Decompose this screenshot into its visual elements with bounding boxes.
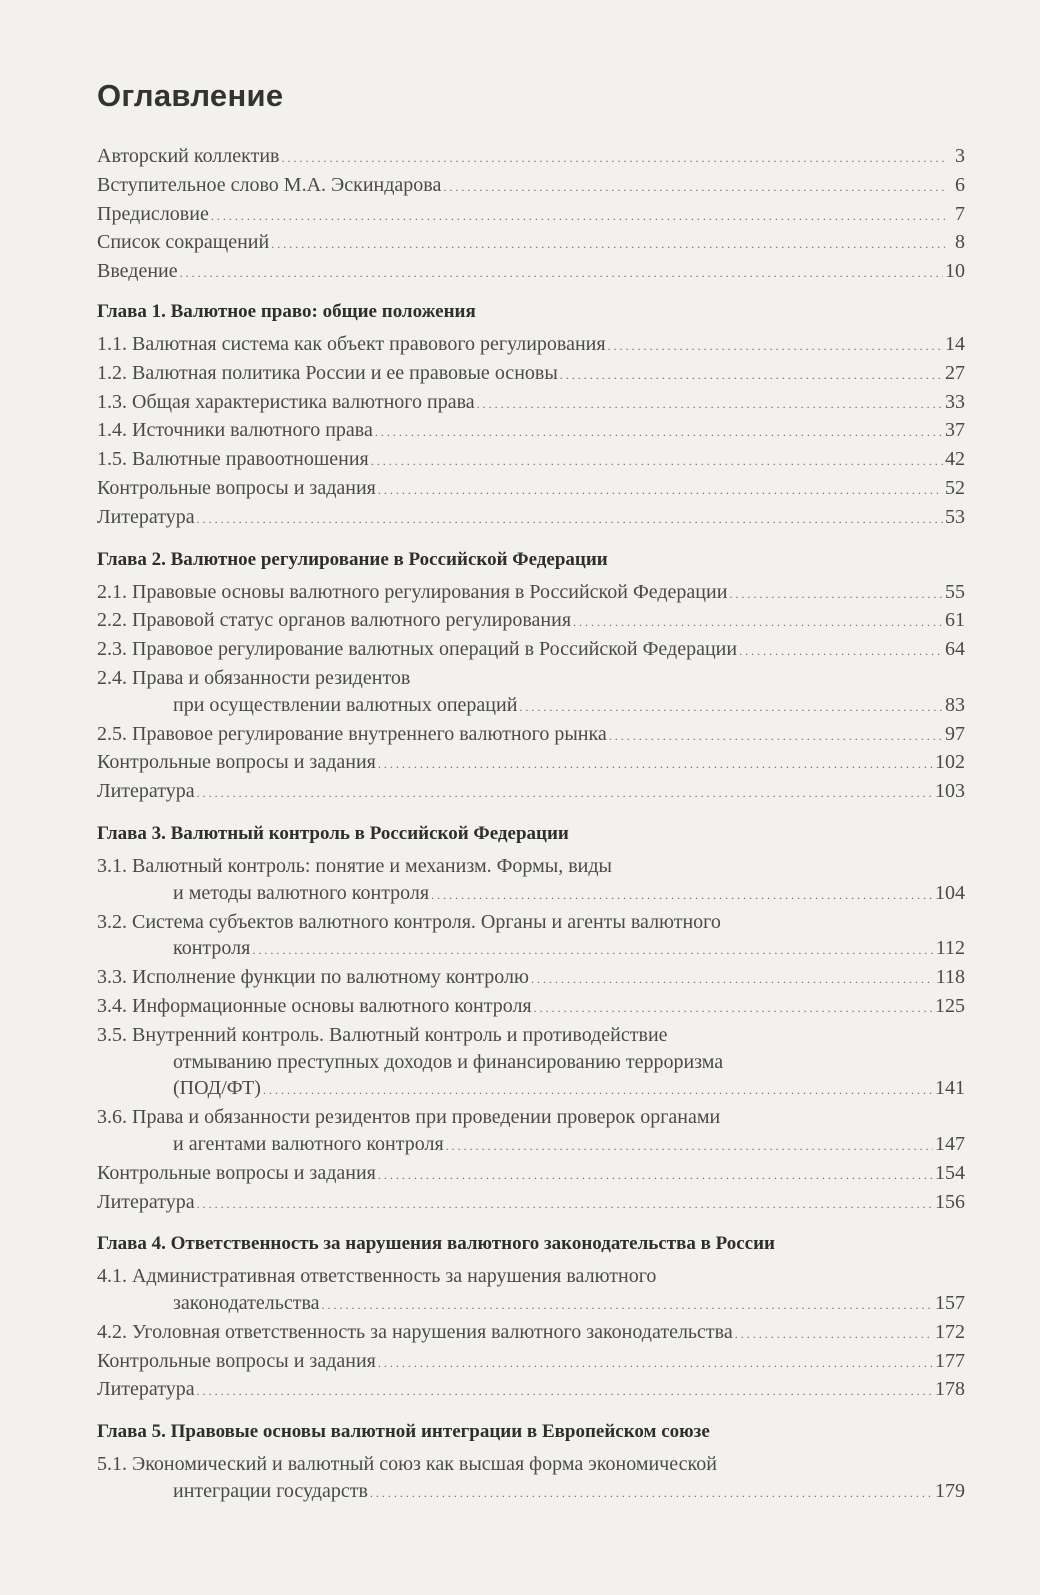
toc-page-number: 37 xyxy=(945,419,965,442)
toc-entry xyxy=(97,389,965,418)
chapter-heading: Глава 2. Валютное регулирование в Российской Федерации xyxy=(97,548,608,570)
toc-entry xyxy=(97,1348,965,1377)
toc-page-number: 42 xyxy=(945,448,965,471)
dot-leader xyxy=(608,331,943,360)
toc-entry-label: при осуществлении валютных операций xyxy=(173,693,518,716)
toc-page-number: 53 xyxy=(945,505,965,528)
toc-entry-line: 2.4. Права и обязанности резидентов xyxy=(97,666,411,689)
toc-entry xyxy=(97,1160,965,1189)
dot-leader xyxy=(573,607,943,636)
chapter-heading: Глава 3. Валютный контроль в Российской Федерации xyxy=(97,822,569,844)
toc-entry-label: Литература xyxy=(97,1378,195,1401)
toc-entry xyxy=(97,446,965,475)
toc-page-number: 55 xyxy=(945,580,965,603)
dot-leader xyxy=(431,880,933,909)
dot-leader xyxy=(375,417,943,446)
toc-entry-label: и методы валютного контроля xyxy=(173,881,430,904)
toc-entry xyxy=(97,692,965,721)
toc-entry-label: Контрольные вопросы и задания xyxy=(97,476,376,499)
dot-leader xyxy=(534,993,933,1022)
toc-page-number: 118 xyxy=(935,966,965,989)
toc-page-number: 64 xyxy=(945,638,965,661)
toc-entry-label: 4.2. Уголовная ответственность за нарушения валютного законодательства xyxy=(97,1320,733,1343)
toc-entry-label: Литература xyxy=(97,780,195,803)
toc-page-number: 7 xyxy=(955,202,965,225)
toc-entry xyxy=(97,1290,965,1319)
toc-entry-label: Контрольные вопросы и задания xyxy=(97,751,376,774)
toc-page-number: 14 xyxy=(945,332,965,355)
toc-entry-label: 2.3. Правовое регулирование валютных операций в Российской Федерации xyxy=(97,638,738,661)
toc-entry-line: 4.1. Административная ответственность за нарушения валютного xyxy=(97,1265,657,1288)
toc-entry xyxy=(97,201,965,230)
toc-entry-label: Предисловие xyxy=(97,202,209,225)
toc-entry xyxy=(97,993,965,1022)
toc-page-number: 172 xyxy=(935,1320,965,1343)
toc-page-number: 83 xyxy=(945,693,965,716)
toc-entry xyxy=(97,778,965,807)
toc-entry xyxy=(97,721,965,750)
dot-leader xyxy=(197,778,933,807)
toc-entry-label: интеграции государств xyxy=(173,1480,368,1503)
toc-entry-label: 2.1. Правовые основы валютного регулирования в Российской Федерации xyxy=(97,580,728,603)
toc-page-number: 125 xyxy=(935,994,965,1017)
dot-leader xyxy=(378,1160,933,1189)
toc-entry-label: 1.4. Источники валютного права xyxy=(97,419,373,442)
toc-entry-label: 1.1. Валютная система как объект правового регулирования xyxy=(97,332,606,355)
chapter-heading: Глава 5. Правовые основы валютной интеграции в Европейском союзе xyxy=(97,1421,710,1443)
toc-entry xyxy=(97,417,965,446)
toc-page-number: 103 xyxy=(935,780,965,803)
dot-leader xyxy=(370,1478,933,1507)
toc-entry-label: Контрольные вопросы и задания xyxy=(97,1349,376,1372)
toc-page-number: 27 xyxy=(945,361,965,384)
dot-leader xyxy=(197,504,943,533)
dot-leader xyxy=(609,721,943,750)
dot-leader xyxy=(729,579,943,608)
chapter-heading: Глава 4. Ответственность за нарушения валютного законодательства в России xyxy=(97,1233,775,1255)
toc-page-number: 178 xyxy=(935,1378,965,1401)
toc-page-number: 52 xyxy=(945,476,965,499)
toc-entry xyxy=(97,1075,965,1104)
toc-entry xyxy=(97,1189,965,1218)
toc-entry-label: 3.3. Исполнение функции по валютному контролю xyxy=(97,966,529,989)
toc-entry-label: Авторский коллектив xyxy=(97,145,280,167)
dot-leader xyxy=(263,1075,933,1104)
toc-page-number: 8 xyxy=(955,231,965,254)
dot-leader xyxy=(446,1131,933,1160)
chapter-heading: Глава 1. Валютное право: общие положения xyxy=(97,300,476,322)
toc-entry-line: 5.1. Экономический и валютный союз как высшая форма экономической xyxy=(97,1453,717,1476)
toc-entry-label: 1.2. Валютная политика России и ее правовые основы xyxy=(97,361,558,384)
toc-page-number: 177 xyxy=(935,1349,965,1372)
toc-entry-label: Литература xyxy=(97,1190,195,1213)
toc-entry xyxy=(97,1376,965,1405)
toc-page-number: 112 xyxy=(935,937,965,960)
toc-page-number: 147 xyxy=(935,1132,965,1155)
toc-entry-line: 3.5. Внутренний контроль. Валютный контроль и противодействие xyxy=(97,1023,668,1046)
toc-entry xyxy=(97,360,965,389)
dot-leader xyxy=(197,1189,933,1218)
toc-entry xyxy=(97,1478,965,1507)
toc-entry-label: 2.2. Правовой статус органов валютного регулирования xyxy=(97,609,572,632)
toc-entry xyxy=(97,636,965,665)
toc-page-number: 154 xyxy=(935,1161,965,1184)
toc-entry-label: Введение xyxy=(97,260,178,283)
toc-entry xyxy=(97,229,965,258)
toc-entry xyxy=(97,935,965,964)
toc-entry xyxy=(97,475,965,504)
toc-page-number: 156 xyxy=(935,1190,965,1213)
dot-leader xyxy=(560,360,943,389)
toc-entry-label: Вступительное слово М.А. Эскиндарова xyxy=(97,173,442,196)
toc-entry-line: 3.6. Права и обязанности резидентов при проведении проверок органами xyxy=(97,1106,721,1129)
toc-entry-line: 3.2. Система субъектов валютного контроля. Органы и агенты валютного xyxy=(97,910,721,933)
toc-page-number: 3 xyxy=(955,145,965,167)
toc-page-number: 97 xyxy=(945,722,965,745)
toc-entry-line: отмыванию преступных доходов и финансированию терроризма xyxy=(173,1050,724,1073)
toc-entry-label: Литература xyxy=(97,505,195,528)
toc-entry xyxy=(97,504,965,533)
toc-entry xyxy=(97,1131,965,1160)
toc-entry xyxy=(97,331,965,360)
table-of-contents xyxy=(97,143,965,1507)
toc-entry xyxy=(97,143,965,172)
dot-leader xyxy=(443,172,945,201)
toc-page-number: 10 xyxy=(945,260,965,283)
dot-leader xyxy=(371,446,943,475)
dot-leader xyxy=(281,143,945,172)
toc-entry xyxy=(97,880,965,909)
dot-leader xyxy=(252,935,933,964)
toc-entry-label: законодательства xyxy=(173,1292,320,1315)
dot-leader xyxy=(378,1348,933,1377)
toc-entry-label: 3.4. Информационные основы валютного контроля xyxy=(97,994,532,1017)
dot-leader xyxy=(378,475,943,504)
toc-page-number: 179 xyxy=(935,1480,965,1503)
dot-leader xyxy=(735,1319,933,1348)
toc-entry-label: 2.5. Правовое регулирование внутреннего валютного рынка xyxy=(97,722,607,745)
toc-entry xyxy=(97,172,965,201)
dot-leader xyxy=(322,1290,933,1319)
toc-page-number: 33 xyxy=(945,390,965,413)
toc-page-number: 6 xyxy=(955,173,965,196)
dot-leader xyxy=(531,964,934,993)
dot-leader xyxy=(739,636,943,665)
toc-entry xyxy=(97,1319,965,1348)
dot-leader xyxy=(211,201,945,230)
toc-entry-label: контроля xyxy=(173,937,251,960)
dot-leader xyxy=(477,389,943,418)
toc-entry-label: и агентами валютного контроля xyxy=(173,1132,444,1155)
page-title: Оглавление xyxy=(97,78,284,113)
dot-leader xyxy=(378,749,933,778)
toc-entry xyxy=(97,964,965,993)
toc-entry-label: Список сокращений xyxy=(97,231,270,254)
dot-leader xyxy=(519,692,943,721)
toc-entry-label: Контрольные вопросы и задания xyxy=(97,1161,376,1184)
toc-page-number: 102 xyxy=(935,751,965,774)
toc-page-number: 141 xyxy=(935,1077,965,1100)
toc-entry-label: 1.3. Общая характеристика валютного права xyxy=(97,390,475,413)
dot-leader xyxy=(180,258,943,287)
toc-page-number: 157 xyxy=(935,1292,965,1315)
toc-page-number: 61 xyxy=(945,609,965,632)
dot-leader xyxy=(197,1376,933,1405)
dot-leader xyxy=(271,229,945,258)
toc-entry xyxy=(97,579,965,608)
toc-entry xyxy=(97,749,965,778)
toc-entry xyxy=(97,258,965,287)
toc-entry-line: 3.1. Валютный контроль: понятие и механизм. Формы, виды xyxy=(97,854,612,877)
toc-entry xyxy=(97,607,965,636)
toc-entry-label: 1.5. Валютные правоотношения xyxy=(97,448,369,471)
toc-page-number: 104 xyxy=(935,881,965,904)
toc-entry-label: (ПОД/ФТ) xyxy=(173,1077,261,1100)
